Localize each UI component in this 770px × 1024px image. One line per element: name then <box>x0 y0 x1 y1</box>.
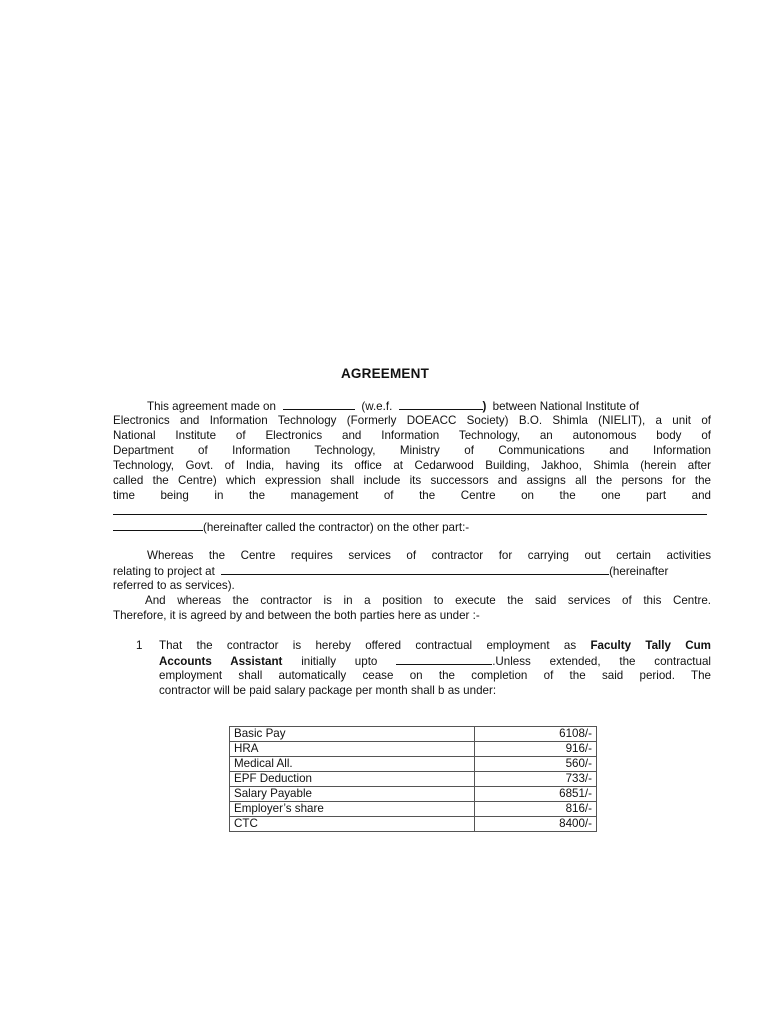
date-blank <box>283 398 355 410</box>
contractor-name-blank <box>113 503 707 515</box>
salary-label: Salary Payable <box>230 787 475 802</box>
salary-amount: 8400/- <box>475 817 597 832</box>
salary-amount: 6851/- <box>475 787 597 802</box>
intro-line-1 <box>113 398 711 413</box>
intro-line-5: Technology, Govt. of India, having its office at Cedarwood Building, Jakhoo, Shimla (herein after <box>113 459 711 472</box>
table-row <box>230 817 597 832</box>
table-row <box>230 802 597 817</box>
job-title-cont: Accounts Assistant <box>159 655 283 668</box>
clause-line-4: contractor will be paid salary package per month shall b as under: <box>159 684 497 697</box>
clause-line-2 <box>159 653 711 668</box>
whereas-paragraph <box>113 548 711 623</box>
intro-text: (w.e.f. <box>361 400 393 413</box>
clause-text: initially upto <box>301 655 378 668</box>
whereas-line-3: referred to as services). <box>113 579 235 592</box>
intro-line-6: called the Centre) which expression shall include its successors and assigns all the persons for the <box>113 474 711 487</box>
salary-label: Medical All. <box>230 757 475 772</box>
clause-line-1 <box>159 638 711 653</box>
job-title: Faculty Tally Cum <box>590 639 711 652</box>
period-blank-wrap <box>396 655 711 668</box>
contractor-name-blank-2 <box>113 519 203 531</box>
salary-amount: 733/- <box>475 772 597 787</box>
intro-line-3: National Institute of Electronics and Information Technology, an autonomous body of <box>113 429 711 442</box>
intro-line-8 <box>113 503 711 518</box>
intro-line-7: time being in the management of the Centre on the one part and <box>113 489 711 502</box>
table-row <box>230 772 597 787</box>
intro-paragraph <box>113 398 711 534</box>
table-row <box>230 787 597 802</box>
whereas-line-2 <box>113 563 711 578</box>
salary-label: Employer’s share <box>230 802 475 817</box>
clause-number: 1 <box>136 639 143 652</box>
wef-date-blank <box>399 398 483 410</box>
salary-label: EPF Deduction <box>230 772 475 787</box>
whereas-line-1 <box>113 548 711 563</box>
salary-label: HRA <box>230 742 475 757</box>
salary-amount: 6108/- <box>475 727 597 742</box>
whereas-text: (hereinafter <box>609 565 669 578</box>
intro-line-9 <box>113 519 711 534</box>
intro-text: ) <box>482 400 487 413</box>
clause-1 <box>159 638 711 698</box>
intro-line-2: Electronics and Information Technology (Formerly DOEACC Society) B.O. Shimla (NIELIT), a unit of <box>113 414 711 427</box>
clause-text: .Unless extended, the contractual <box>492 655 711 668</box>
salary-label: CTC <box>230 817 475 832</box>
clause-line-3: employment shall automatically cease on the completion of the said period. The <box>159 669 711 682</box>
salary-amount: 816/- <box>475 802 597 817</box>
salary-label: Basic Pay <box>230 727 475 742</box>
salary-amount: 560/- <box>475 757 597 772</box>
project-blank <box>221 563 609 575</box>
intro-text: between National Institute of <box>492 400 639 413</box>
clause-text: That the contractor is hereby offered contractual employment as <box>159 639 577 652</box>
intro-text: (hereinafter called the contractor) on the other part:- <box>203 521 470 534</box>
table-row <box>230 742 597 757</box>
period-blank <box>396 653 492 665</box>
document-title: AGREEMENT <box>340 366 430 381</box>
table-row <box>230 757 597 772</box>
whereas-text: And whereas the contractor is in a position to execute the said services of this Centre. <box>145 594 711 607</box>
salary-amount: 916/- <box>475 742 597 757</box>
intro-line-4: Department of Information Technology, Ministry of Communications and Information <box>113 444 711 457</box>
whereas-line-4 <box>113 593 711 608</box>
whereas-line-5: Therefore, it is agreed by and between the both parties here as under :- <box>113 609 480 622</box>
whereas-text: Whereas the Centre requires services of contractor for carrying out certain activities <box>147 549 711 562</box>
table-row <box>230 727 597 742</box>
intro-text: This agreement made on <box>147 400 276 413</box>
salary-table <box>229 726 597 832</box>
whereas-text: relating to project at <box>113 565 215 578</box>
